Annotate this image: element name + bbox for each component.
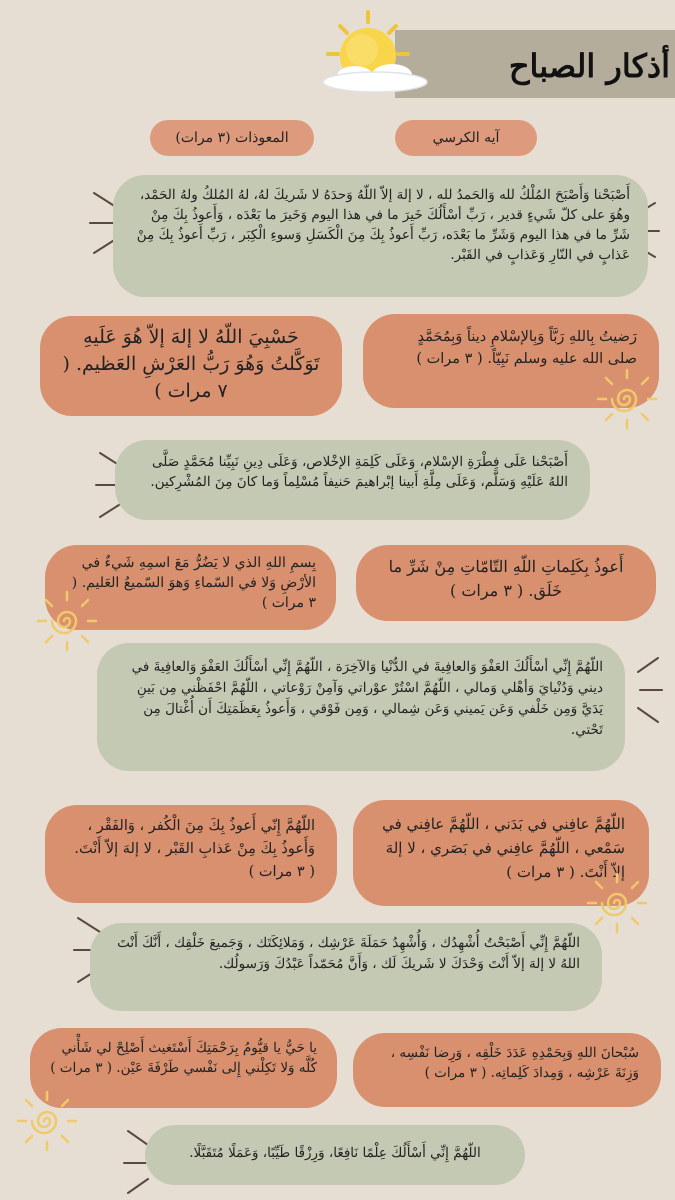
dhikr-text: حَسْبِيَ اللّهُ لا إلهَ إلاّ هُوَ عَلَيهِ تَوَكَّلتُ وَهُوَ رَبُّ العَرْشِ العَظيم. ( ٧ مرات ) bbox=[62, 326, 320, 402]
dhikr-card-afini bbox=[353, 800, 649, 906]
dhikr-text: بِسمِ اللهِ الذي لا يَضُرُّ مَعَ اسمِهِ شَيءٌ في الأرْضِ وَلا في السّماءِ وَهوَ السّميعُ العَليم. ( ٣ مرات ) bbox=[71, 555, 316, 611]
dhikr-text: اللّهُمَّ إِنِّي أَسْأَلُكَ عِلْمًا نَافِعًا، وَرِزْقًا طَيِّبًا، وَعَمَلًا مُتَقَبَّلًا. bbox=[189, 1145, 481, 1161]
dhikr-card-bismillah bbox=[45, 545, 336, 630]
page-title: أذكار الصباح bbox=[508, 47, 670, 85]
dhikr-card-subhanallah bbox=[353, 1033, 661, 1107]
dhikr-card-alafw bbox=[97, 643, 625, 771]
dhikr-card-audhu-bikalimat bbox=[356, 545, 656, 621]
dhikr-text: اللّهُمَّ عافِني في بَدَني ، اللّهُمَّ عافِني في سَمْعي ، اللّهُمَّ عافِني في بَصَري ، لا إلهَ إلاّ أَنْتَ. ( ٣ مرات ) bbox=[382, 815, 625, 881]
dhikr-text: اللّهُمَّ إِنِّي أَصْبَحْتُ أُشْهِدُك ، وَأُشْهِدُ حَمَلَةَ عَرْشِك ، وَمَلائِكَتَك ، وَجَميعَ خَلْقِك ، أَنَّكَ أَنْتَ اللهُ لا إلهَ إلاّ أَنْتَ وَحْدَكَ لا شَريكَ لَك ، وَأَنَّ مُحَمّداً عَبْدُكَ وَرَسولُك. bbox=[117, 935, 580, 972]
dhikr-text: أَعوذُ بِكَلِماتِ اللّهِ التّامّاتِ مِنْ شَرِّ ما خَلَق. ( ٣ مرات ) bbox=[388, 557, 624, 600]
dhikr-text: اللّهُمَّ إِنّي أَعوذُ بِكَ مِنَ الْكُفر ، وَالفَقْر ، وَأَعوذُ بِكَ مِنْ عَذابِ القَبْر ، لا إلهَ إلاّ أَنْتَ. ( ٣ مرات ) bbox=[74, 818, 315, 880]
dhikr-text: أَصْبَحْنا وَأَصْبَحَ المُلْكُ لله وَالحَمدُ لله ، لا إلهَ إلاّ اللّهُ وَحدَهُ لا شَريكَ لهُ، لهُ المُلكُ ولهُ الحَمْد، وهُوَ على كلّ شَيءٍ قدير ، رَبِّ أسْأَلُكَ خَيرَ ما في هذا اليوم وَخَيرَ ما بَعْدَه ، وَأَعوذُ بِكَ مِنْ شَرِّ ما في هذا اليوم وَشَرِّ ما بَعْدَه، رَبِّ أَعوذُ بِكَ مِنَ الْكَسَلِ وَسوءِ الْكِبَر ، رَبِّ أَعوذُ بِكَ مِنْ عَذابٍ في النّارِ وَعَذابٍ في القَبْر. bbox=[136, 187, 630, 263]
dhikr-text: رَضيتُ بِاللهِ رَبَّاً وَبِالإسْلامِ ديناً وَبِمُحَمَّدٍ صلى الله عليه وسلم نَبِيّاً. ( ٣ مرات ) bbox=[416, 329, 637, 367]
dhikr-card-asbahna bbox=[113, 175, 648, 297]
tab-almuawwidhat[interactable]: المعوذات (٣ مرات) bbox=[150, 120, 314, 156]
dhikr-card-hasbiyallah bbox=[40, 316, 342, 416]
dhikr-card-raditu bbox=[363, 314, 659, 408]
dhikr-text: سُبْحانَ اللهِ وَبِحَمْدِهِ عَدَدَ خَلْقِه ، وَرِضا نَفْسِه ، وَزِنَةَ عَرْشِه ، وَمِدادَ كَلِماتِه. ( ٣ مرات ) bbox=[390, 1045, 639, 1081]
dhikr-card-ushhiduk bbox=[90, 923, 602, 1011]
tab-ayat-alkursi[interactable]: آيه الكرسي bbox=[395, 120, 537, 156]
dhikr-text: اللّهُمَّ إِنِّي أسْأَلُكَ العَفْوَ وَالعافِيةَ في الدُّنْيا وَالآخِرَة ، اللّهُمَّ إِنِّي أسْأَلُكَ العَفْوَ وَالعافِيةَ في ديني وَدُنْيايَ وَأهْلي وَمالي ، اللّهُمَّ اسْتُرْ عوْراتي وَآمِنْ رَوْعاتي ، اللّهُمَّ احْفَظْني مِن بَينِ يَدَيَّ وَمِن خَلْفي وَعَن يَميني وَعَن شِمالي ، وَمِن فَوْقي ، وَأَعوذُ بِعَظَمَتِكَ أَن أُغْتالَ مِن تَحْتي. bbox=[131, 659, 603, 738]
dhikr-card-ya-hayyu bbox=[30, 1028, 337, 1108]
dhikr-text: أَصْبَحْنا عَلَى فِطْرَةِ الإسْلام، وَعَلَى كَلِمَةِ الإخْلاص، وَعَلَى دِينِ نَبِيِّنا مُحَمَّدٍ صَلَّى اللهُ عَلَيْهِ وَسَلَّم، وَعَلَى مِلَّةِ أَبينا إبْراهيمَ حَنيفاً مُسْلِماً وَما كانَ مِنَ المُشْرِكين. bbox=[150, 454, 568, 490]
dhikr-card-ilman-nafian bbox=[145, 1125, 525, 1185]
sparkle-lines-icon bbox=[628, 650, 668, 730]
dhikr-card-alkufr-walfaqr bbox=[45, 805, 337, 903]
dhikr-text: يا حَيُّ يا قيُّومُ بِرَحْمَتِكَ أَسْتَغيث أَصْلِحْ لي شَأْني كُلَّه وَلا تَكِلْني إِلى نَفْسي طَرْفَةَ عَيْن. ( ٣ مرات ) bbox=[50, 1040, 317, 1076]
dhikr-card-fitrat-alislam bbox=[115, 440, 590, 520]
